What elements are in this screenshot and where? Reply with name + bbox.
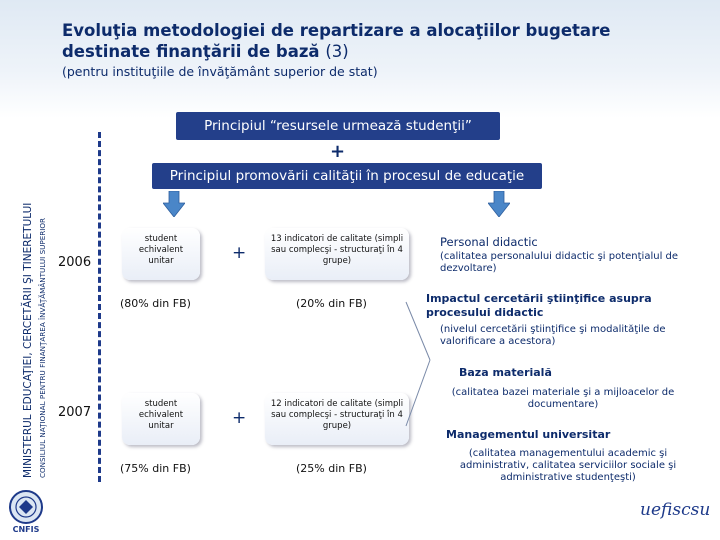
page-subtitle: (pentru instituţiile de învăţământ superior de stat): [62, 64, 378, 79]
logo-text: CNFIS: [12, 525, 40, 534]
cnfis-seal-icon: [6, 488, 46, 534]
criterion-description: (calitatea personalului didactic şi potenţialul de dezvoltare): [440, 251, 679, 274]
down-arrow-left-icon: [163, 191, 185, 217]
title-main: Evoluţia metodologiei de repartizare a alocaţiilor bugetare destinate finanţării de bază: [62, 21, 611, 61]
criterion-title: Personal didactic: [440, 235, 538, 249]
year-label-2007: 2007: [58, 405, 92, 420]
share-students-2007: (75% din FB): [120, 462, 191, 475]
title-suffix: (3): [325, 42, 349, 61]
share-students-2006: (80% din FB): [120, 297, 191, 310]
share-quality-2006: (20% din FB): [296, 297, 367, 310]
council-vertical-label: CONSILIUL NAŢIONAL PENTRU FINANŢAREA ÎNVĂŢĂMÂNTULUI SUPERIOR: [38, 217, 47, 478]
criterion-description: (nivelul cercetării ştiinţifice şi modalităţile de valorificare a acestora): [440, 324, 666, 347]
criterion-title: Baza materială: [459, 366, 552, 379]
dashed-divider: [98, 132, 101, 482]
student-unit-box-2006: student echivalent unitar: [122, 228, 200, 280]
brand-logo: uefiscsu: [640, 500, 711, 520]
plus-2007: +: [232, 408, 247, 428]
student-unit-box-2007: student echivalent unitar: [122, 393, 200, 445]
down-arrow-right-icon: [488, 191, 510, 217]
criterion-description: (calitatea bazei materiale şi a mijloacelor de documentare): [451, 387, 675, 410]
quality-indicators-box-2007: 12 indicatori de calitate (simpli sau complecşi - structuraţi în 4 grupe): [265, 393, 409, 445]
year-label-2006: 2006: [58, 255, 92, 270]
criterion-title: Managementul universitar: [446, 428, 611, 441]
share-quality-2007: (25% din FB): [296, 462, 367, 475]
principles-plus: +: [330, 141, 346, 162]
ministry-vertical-label: MINISTERUL EDUCAŢIEI, CERCETĂRII ŞI TINERETULUI: [22, 202, 34, 478]
principle-quality-banner: Principiul promovării calităţii în procesul de educaţie: [152, 163, 542, 189]
plus-2006: +: [232, 243, 247, 263]
page-title: [62, 20, 702, 62]
criterion-title: Impactul cercetării ştiinţifice asupra procesului didactic: [426, 292, 652, 319]
quality-indicators-box-2006: 13 indicatori de calitate (simpli sau complecşi - structuraţi în 4 grupe): [265, 228, 409, 280]
criterion-description: (calitatea managementului academic şi administrativ, calitatea serviciilor sociale şi administrative studenţeşti): [459, 448, 677, 483]
principle-students-banner: Principiul “resursele urmează studenţii”: [176, 112, 500, 140]
